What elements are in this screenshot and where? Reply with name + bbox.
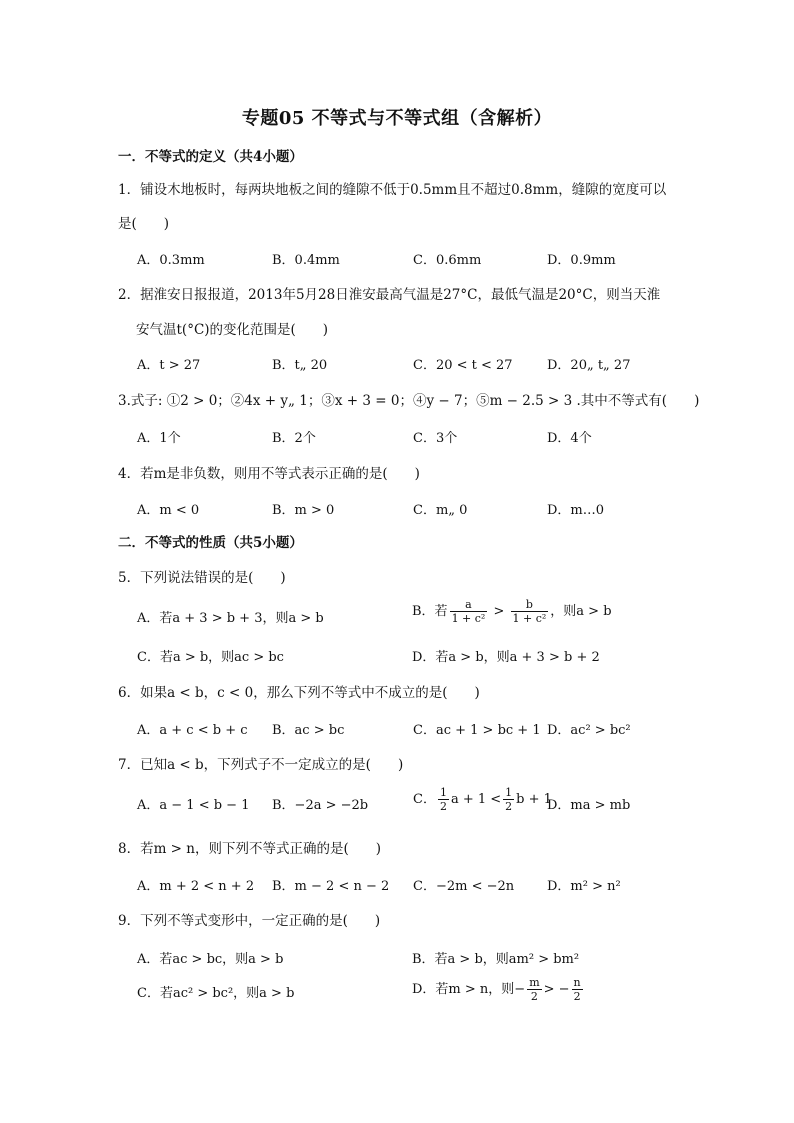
q9-option-d-mid: > − bbox=[543, 982, 570, 997]
q9-option-b: B．若a > b，则am² > bm² bbox=[412, 952, 580, 967]
q6-option-a: A．a + c < b + c bbox=[137, 723, 248, 738]
q1-option-b: B．0.4mm bbox=[272, 253, 340, 268]
q7-option-c-end: b + 1 bbox=[516, 792, 552, 807]
q4-option-d: D．m…0 bbox=[547, 503, 605, 518]
q9-option-a: A．若ac > bc，则a > b bbox=[137, 952, 284, 967]
question-3-text: 3.式子: ①2 > 0；②4x + y„ 1；③x + 3 = 0；④y − 7；⑤m − 2.5 > 3 .其中不等式有( ) bbox=[118, 393, 700, 409]
q6-option-d: D．ac² > bc² bbox=[547, 723, 631, 738]
q5-option-b-prefix: B．若 bbox=[412, 604, 448, 619]
q7-option-b: B．−2a > −2b bbox=[272, 798, 369, 813]
q2-option-c: C．20 < t < 27 bbox=[413, 358, 513, 373]
q3-option-c: C．3个 bbox=[413, 431, 458, 446]
question-9-text: 9．下列不等式变形中，一定正确的是( ) bbox=[118, 913, 381, 929]
q6-option-c: C．ac + 1 > bc + 1 bbox=[413, 723, 541, 738]
q8-option-b: B．m − 2 < n − 2 bbox=[272, 879, 390, 894]
q8-option-a: A．m + 2 < n + 2 bbox=[137, 879, 255, 894]
q6-option-b: B．ac > bc bbox=[272, 723, 345, 738]
q7-fraction-1-numerator: 1 bbox=[439, 786, 447, 799]
q3-option-b: B．2个 bbox=[272, 431, 316, 446]
question-2-text-cont: 安气温t(°C)的变化范围是( ) bbox=[136, 322, 329, 338]
q9-option-c: C．若ac² > bc²，则a > b bbox=[137, 986, 295, 1001]
q5-option-b-suffix: ，则a > b bbox=[550, 604, 612, 619]
q7-fraction-2-numerator: 1 bbox=[505, 786, 513, 799]
q7-option-a: A．a − 1 < b − 1 bbox=[137, 798, 250, 813]
q9-fraction-1-denominator: 2 bbox=[530, 990, 538, 1003]
q9-fraction-1 bbox=[527, 976, 541, 1003]
q7-option-c-prefix: C． bbox=[413, 792, 436, 807]
q7-option-c bbox=[413, 786, 552, 813]
section-heading-1: 一．不等式的定义（共4小题） bbox=[118, 149, 303, 165]
q5-fraction-1-numerator: a bbox=[450, 598, 488, 612]
q8-option-c: C．−2m < −2n bbox=[413, 879, 515, 894]
q5-fraction-2-denominator: 1 + c² bbox=[512, 612, 547, 625]
q7-fraction-1-denominator: 2 bbox=[439, 800, 447, 813]
q5-fraction-1-denominator: 1 + c² bbox=[451, 612, 486, 625]
q5-option-b: B．若 $\frac{a}{\text{1 + c²}}$ > $\frac{b}{\text{1 + c²}}$ ，则a > b bbox=[412, 598, 612, 625]
q5-option-d: D．若a > b，则a + 3 > b + 2 bbox=[412, 650, 600, 665]
question-5-text: 5．下列说法错误的是( ) bbox=[118, 570, 286, 586]
q1-option-c: C．0.6mm bbox=[413, 253, 482, 268]
q3-option-a: A．1个 bbox=[137, 431, 181, 446]
q9-option-d bbox=[412, 976, 585, 1003]
question-7-text: 7．已知a < b，下列式子不一定成立的是( ) bbox=[118, 757, 404, 773]
q9-fraction-2-denominator: 2 bbox=[573, 990, 581, 1003]
q5-fraction-2 bbox=[511, 598, 549, 625]
q4-option-c: C．m„ 0 bbox=[413, 503, 468, 518]
q9-fraction-1-numerator: m bbox=[529, 976, 540, 989]
q2-option-a: A．t > 27 bbox=[137, 358, 201, 373]
q7-fraction-1 bbox=[438, 786, 449, 813]
q7-fraction-2 bbox=[503, 786, 514, 813]
q4-option-a: A．m < 0 bbox=[137, 503, 200, 518]
q7-option-d: D．ma > mb bbox=[547, 798, 631, 813]
q7-fraction-2-denominator: 2 bbox=[505, 800, 513, 813]
q1-option-d: D．0.9mm bbox=[547, 253, 616, 268]
q5-fraction-2-numerator: b bbox=[511, 598, 549, 612]
q8-option-d: D．m² > n² bbox=[547, 879, 621, 894]
q7-option-c-mid: a + 1 < bbox=[450, 792, 502, 807]
q2-option-d: D．20„ t„ 27 bbox=[547, 358, 631, 373]
question-1-text-cont: 是( ) bbox=[118, 216, 170, 232]
q5-option-c: C．若a > b，则ac > bc bbox=[137, 650, 284, 665]
q1-option-a: A．0.3mm bbox=[137, 253, 205, 268]
q9-fraction-2 bbox=[572, 976, 583, 1003]
question-1-text: 1．铺设木地板时，每两块地板之间的缝隙不低于0.5mm且不超过0.8mm，缝隙的宽度可以 bbox=[118, 182, 667, 198]
question-4-text: 4．若m是非负数，则用不等式表示正确的是( ) bbox=[118, 466, 420, 482]
q5-option-a: A．若a + 3 > b + 3，则a > b bbox=[137, 611, 324, 626]
q5-fraction-1 bbox=[450, 598, 488, 625]
question-6-text: 6．如果a < b，c < 0，那么下列不等式中不成立的是( ) bbox=[118, 685, 480, 701]
question-8-text: 8．若m > n，则下列不等式正确的是( ) bbox=[118, 841, 382, 857]
q2-option-b: B．t„ 20 bbox=[272, 358, 328, 373]
q4-option-b: B．m > 0 bbox=[272, 503, 335, 518]
q3-option-d: D．4个 bbox=[547, 431, 592, 446]
page-title: 专题05 不等式与不等式组（含解析） bbox=[241, 108, 553, 129]
q9-option-d-prefix: D．若m > n，则− bbox=[412, 982, 526, 997]
question-2-text: 2．据淮安日报报道，2013年5月28日淮安最高气温是27°C，最低气温是20°C，则当天淮 bbox=[118, 287, 661, 303]
q9-fraction-2-numerator: n bbox=[573, 976, 581, 989]
section-heading-2: 二．不等式的性质（共5小题） bbox=[118, 535, 303, 551]
